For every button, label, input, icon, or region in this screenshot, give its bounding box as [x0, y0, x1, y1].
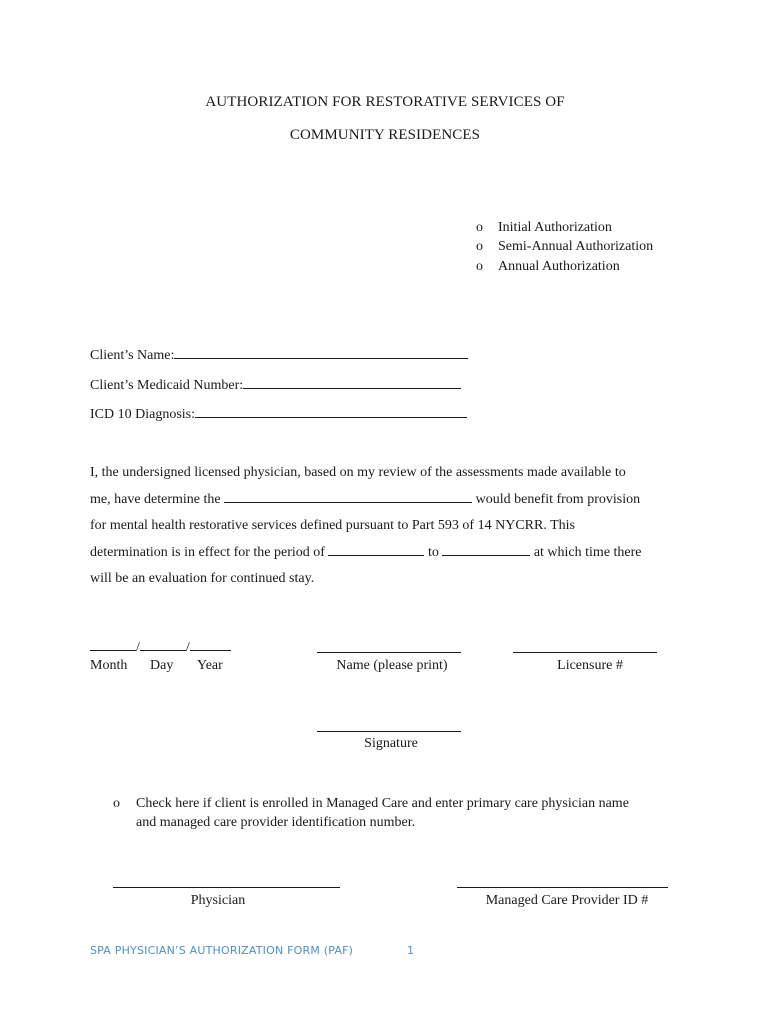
statement-text: would benefit from provision — [475, 491, 641, 507]
document-title-line1: AUTHORIZATION FOR RESTORATIVE SERVICES OF — [205, 94, 565, 110]
icd10-label: ICD 10 Diagnosis: — [90, 407, 195, 422]
statement-line: for mental health restorative services defined pursuant to Part 593 of 14 NYCRR. This — [90, 518, 575, 533]
medicaid-number-field[interactable] — [243, 375, 461, 389]
signature-line[interactable] — [317, 731, 461, 732]
period-end-field[interactable] — [442, 543, 530, 556]
licensure-label: Licensure # — [557, 658, 623, 673]
medicaid-number-row — [90, 375, 461, 394]
year-label: Year — [197, 658, 223, 673]
physician-line[interactable] — [113, 887, 340, 888]
provider-id-label: Managed Care Provider ID # — [485, 893, 649, 908]
statement-line — [90, 540, 690, 567]
footer-form-name: SPA PHYSICIAN’S AUTHORIZATION FORM (PAF) — [90, 944, 354, 957]
statement-text: to — [427, 544, 439, 560]
medicaid-number-label: Client’s Medicaid Number: — [90, 378, 244, 393]
licensure-line[interactable] — [513, 652, 657, 653]
option-label: Annual Authorization — [498, 258, 620, 274]
statement-line — [90, 487, 690, 514]
option-bullet[interactable]: o — [476, 239, 483, 255]
option-label: Semi-Annual Authorization — [498, 239, 654, 255]
physician-label: Physician — [190, 893, 246, 908]
option-label: Initial Authorization — [498, 219, 612, 235]
statement-line: I, the undersigned licensed physician, based on my review of the assessments made available to — [90, 465, 626, 480]
statement-text: at which time there — [533, 544, 642, 560]
icd10-field[interactable] — [195, 404, 467, 418]
option-annual-authorization[interactable] — [476, 257, 653, 277]
period-start-field[interactable] — [328, 543, 424, 556]
date-slash: / — [185, 640, 190, 655]
date-slash: / — [136, 640, 140, 655]
physician-statement — [90, 460, 690, 593]
month-blank[interactable] — [90, 638, 136, 651]
statement-text: determination is in effect for the period of — [90, 544, 325, 560]
managed-care-checkbox[interactable]: o — [113, 796, 120, 811]
managed-care-text-line1: Check here if client is enrolled in Managed Care and enter primary care physician name — [136, 796, 629, 811]
month-label: Month — [90, 658, 128, 673]
day-blank[interactable] — [140, 638, 186, 651]
authorization-options — [476, 218, 653, 277]
day-label: Day — [150, 658, 174, 673]
managed-care-text-line2: and managed care provider identification number. — [136, 815, 416, 830]
client-name-field[interactable] — [174, 345, 468, 359]
date-field[interactable] — [90, 638, 231, 656]
icd10-row — [90, 404, 467, 423]
client-name-row — [90, 345, 468, 364]
client-name-label: Client’s Name: — [90, 348, 175, 363]
name-print-label: Name (please print) — [336, 658, 448, 673]
signature-label: Signature — [364, 736, 418, 751]
option-bullet[interactable]: o — [476, 219, 483, 235]
client-blank-field[interactable] — [224, 490, 472, 503]
option-initial-authorization[interactable] — [476, 218, 653, 238]
statement-text: me, have determine the — [90, 491, 221, 507]
footer-page-number: 1 — [407, 944, 415, 957]
option-semi-annual-authorization[interactable] — [476, 238, 653, 258]
year-blank[interactable] — [190, 638, 231, 651]
provider-id-line[interactable] — [457, 887, 668, 888]
name-print-line[interactable] — [317, 652, 461, 653]
document-title-line2: COMMUNITY RESIDENCES — [289, 127, 481, 143]
statement-line: will be an evaluation for continued stay. — [90, 571, 315, 586]
option-bullet[interactable]: o — [476, 258, 483, 274]
